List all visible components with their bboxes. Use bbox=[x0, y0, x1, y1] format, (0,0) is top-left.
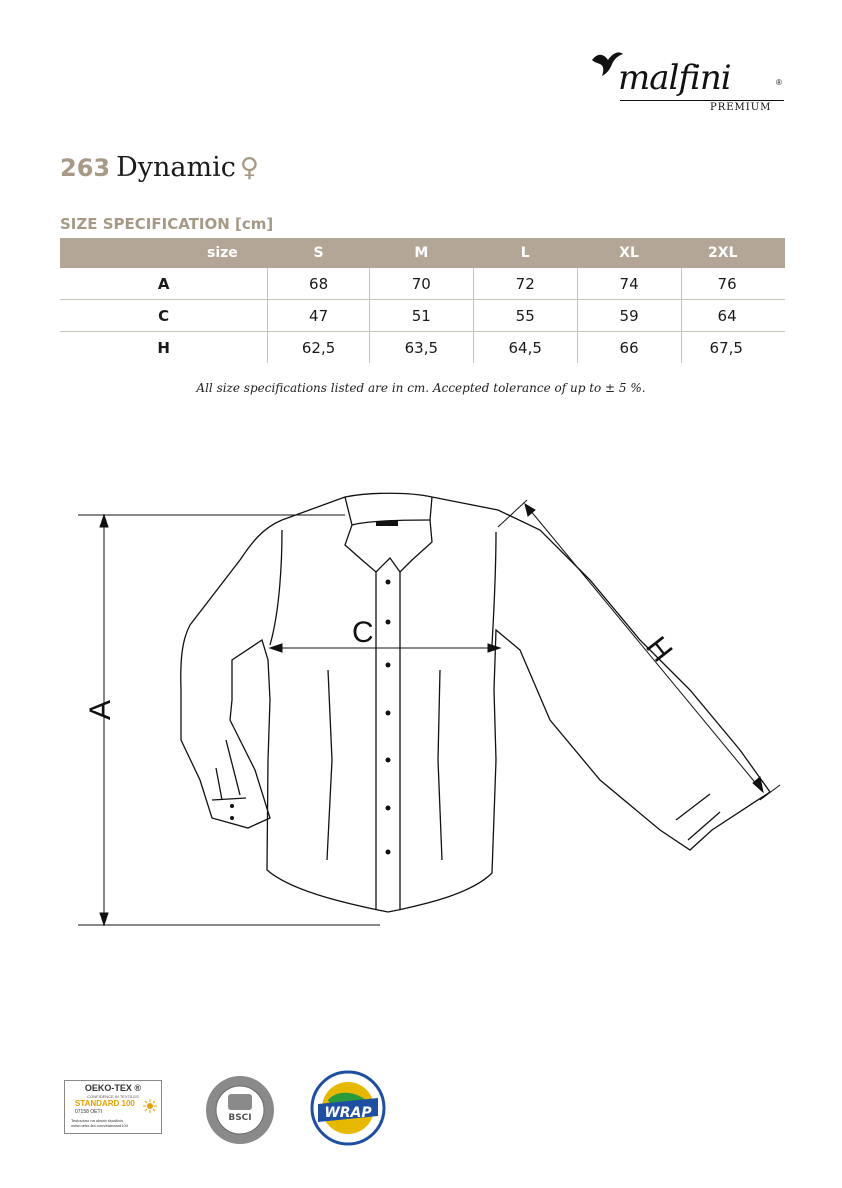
table-cell: 70 bbox=[369, 268, 473, 300]
label-c: C bbox=[352, 616, 374, 649]
brand-name: malfini bbox=[618, 58, 731, 98]
row-label: H bbox=[157, 338, 170, 357]
table-cell: 59 bbox=[577, 300, 681, 332]
table-cell: 64,5 bbox=[473, 332, 577, 364]
page-title bbox=[60, 152, 259, 183]
table-header-size: size bbox=[60, 238, 268, 268]
table-cell: 64 bbox=[681, 300, 785, 332]
oeko-tex-badge: OEKO-TEX ® CONFIDENCE IN TEXTILES STANDARD 100 07158 OETI Testováno na obsah škodlivin. www.oeko-tex.com/standard100 bbox=[64, 1080, 162, 1134]
table-cell: 72 bbox=[473, 268, 577, 300]
wrap-label: WRAP bbox=[324, 1105, 372, 1121]
tolerance-note: All size specifications listed are in cm. Accepted tolerance of up to ± 5 %. bbox=[196, 381, 646, 395]
label-a: A bbox=[84, 699, 117, 720]
malfini-logo bbox=[590, 44, 790, 116]
table-cell: 66 bbox=[577, 332, 681, 364]
table-header-l: L bbox=[473, 238, 577, 268]
table-header-m: M bbox=[369, 238, 473, 268]
table-cell: 62,5 bbox=[268, 332, 370, 364]
dimension-a bbox=[78, 515, 380, 925]
bsci-label: BSCI bbox=[228, 1113, 252, 1123]
bsci-badge bbox=[204, 1074, 276, 1146]
product-number: 263 bbox=[60, 154, 111, 182]
dimension-c bbox=[270, 644, 500, 652]
row-label: C bbox=[60, 300, 268, 332]
row-label: A bbox=[60, 268, 268, 300]
logo-divider bbox=[620, 100, 784, 101]
sun-icon bbox=[143, 1099, 157, 1113]
table-cell: 51 bbox=[369, 300, 473, 332]
table-cell: 76 bbox=[681, 268, 785, 300]
collar-label bbox=[376, 521, 398, 526]
label-h: H bbox=[639, 630, 679, 669]
table-header-2xl: 2XL bbox=[681, 238, 785, 268]
table-header-s: S bbox=[268, 238, 370, 268]
table-header-xl: XL bbox=[577, 238, 681, 268]
table-row bbox=[60, 300, 785, 332]
table-cell: 74 bbox=[577, 268, 681, 300]
wrap-badge bbox=[310, 1070, 386, 1146]
female-icon: ♀ bbox=[239, 153, 259, 183]
registered-mark: ® bbox=[776, 78, 782, 87]
table-row bbox=[60, 332, 785, 364]
shirt-outline bbox=[181, 493, 770, 912]
table-row bbox=[60, 268, 785, 300]
table-header-row bbox=[60, 238, 785, 268]
brand-sub: PREMIUM bbox=[710, 102, 772, 113]
table-cell: 55 bbox=[473, 300, 577, 332]
table-cell: 68 bbox=[268, 268, 370, 300]
shirt-diagram bbox=[60, 480, 790, 940]
product-name: Dynamic bbox=[116, 152, 236, 183]
table-cell: 63,5 bbox=[369, 332, 473, 364]
table-cell: 67,5 bbox=[681, 332, 785, 364]
size-table bbox=[60, 238, 785, 363]
table-cell: 47 bbox=[268, 300, 370, 332]
spec-heading: SIZE SPECIFICATION [cm] bbox=[60, 215, 274, 233]
